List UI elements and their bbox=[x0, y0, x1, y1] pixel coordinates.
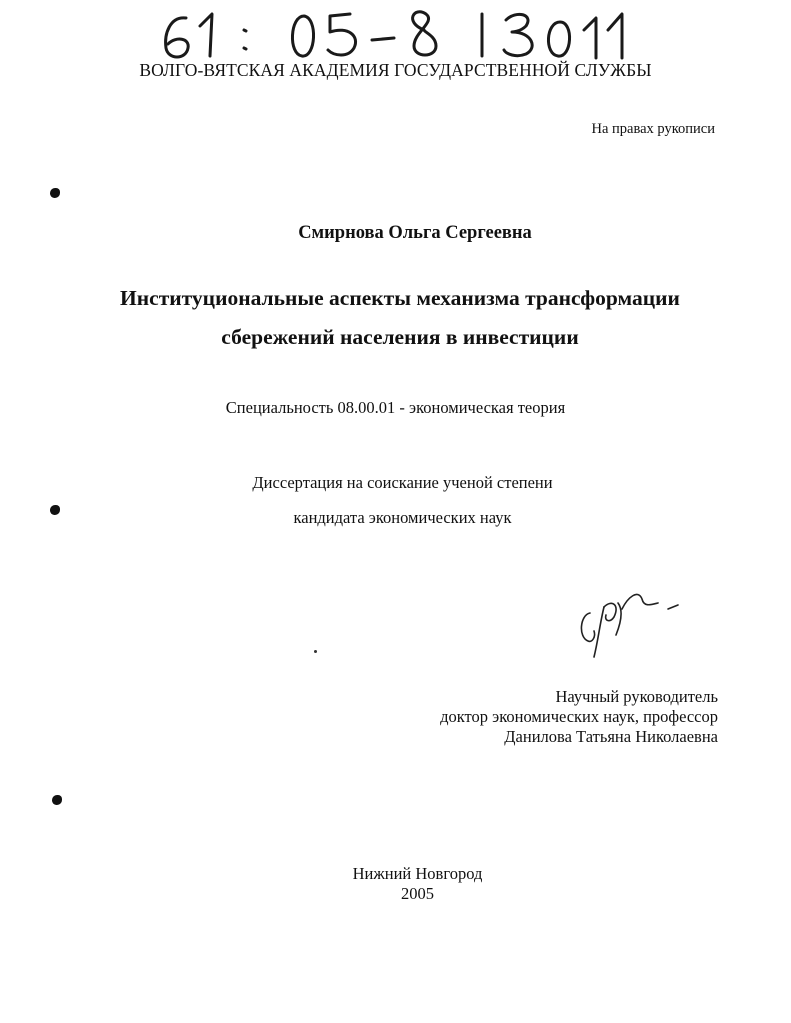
supervisor-label: Научный руководитель bbox=[555, 687, 718, 706]
specialty-line: Специальность 08.00.01 - экономическая теория bbox=[225, 398, 566, 417]
scan-speck bbox=[314, 650, 317, 653]
rights-note: На правах рукописи bbox=[591, 121, 715, 137]
city: Нижний Новгород bbox=[352, 864, 483, 883]
author-name: Смирнова Ольга Сергеевна bbox=[298, 223, 532, 243]
dissertation-title-line-2: сбережений населения в инвестиции bbox=[221, 325, 579, 349]
degree-line-2: кандидата экономических наук bbox=[293, 508, 512, 527]
supervisor-name: Данилова Татьяна Николаевна bbox=[504, 727, 718, 746]
signature-strokes bbox=[570, 575, 690, 665]
year: 2005 bbox=[401, 884, 434, 903]
dissertation-title-line-1: Институциональные аспекты механизма трансформации bbox=[120, 286, 680, 310]
institution-name: ВОЛГО-ВЯТСКАЯ АКАДЕМИЯ ГОСУДАРСТВЕННОЙ СЛУЖБЫ bbox=[139, 60, 652, 80]
degree-line-1: Диссертация на соискание ученой степени bbox=[252, 473, 553, 492]
signature-image bbox=[570, 575, 690, 670]
margin-bullet-mark bbox=[52, 795, 62, 805]
margin-bullet-mark bbox=[50, 188, 60, 198]
supervisor-degree: доктор экономических наук, профессор bbox=[440, 707, 718, 726]
